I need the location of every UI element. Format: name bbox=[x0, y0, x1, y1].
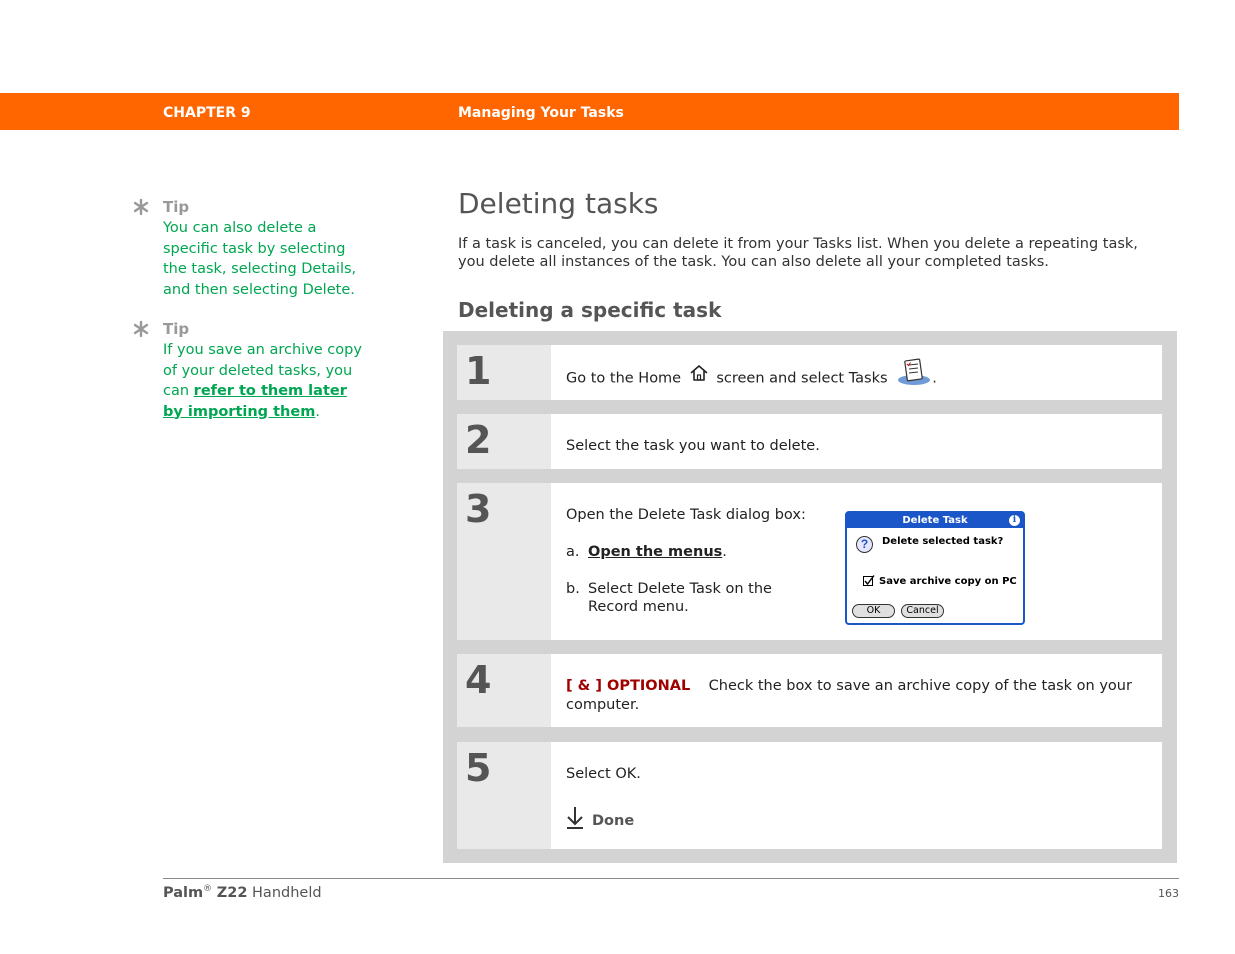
down-arrow-icon bbox=[566, 806, 584, 835]
ok-button[interactable]: OK bbox=[852, 604, 895, 618]
step-text-a: Go to the Home bbox=[566, 370, 682, 387]
step-number: 1 bbox=[465, 349, 492, 393]
asterisk-icon bbox=[132, 198, 150, 216]
substep-b-line2: Record menu. bbox=[588, 599, 689, 615]
step-text bbox=[566, 677, 1146, 715]
refer-to-them-later-link[interactable]: refer to them later by importing them bbox=[163, 383, 347, 420]
step-text bbox=[566, 506, 836, 616]
page-number: 163 bbox=[1158, 887, 1179, 900]
done-label: Done bbox=[592, 812, 635, 829]
substep-b-line1: Select Delete Task on the bbox=[588, 581, 772, 597]
step-text bbox=[566, 362, 937, 395]
tasks-app-icon bbox=[896, 358, 932, 391]
optional-text: Check the box to save an archive copy of the task on your computer. bbox=[566, 678, 1132, 713]
chapter-label: CHAPTER 9 bbox=[163, 105, 251, 121]
tip-text-after: . bbox=[315, 403, 320, 420]
step-5 bbox=[457, 742, 1162, 849]
done-indicator bbox=[566, 806, 634, 835]
brand-name: Palm bbox=[163, 884, 204, 901]
page-title: Deleting tasks bbox=[458, 187, 659, 220]
question-icon: ? bbox=[856, 536, 873, 553]
step-text-c: . bbox=[932, 370, 937, 387]
open-the-menus-link[interactable]: Open the menus bbox=[588, 544, 723, 560]
section-heading: Deleting a specific task bbox=[458, 298, 722, 322]
registered-mark: ® bbox=[203, 884, 213, 894]
step-number: 2 bbox=[465, 418, 492, 462]
delete-task-dialog bbox=[845, 511, 1025, 625]
tip-text bbox=[163, 340, 363, 422]
asterisk-icon bbox=[132, 320, 150, 338]
step-text: Select the task you want to delete. bbox=[566, 438, 820, 454]
step-number: 5 bbox=[465, 746, 492, 790]
step-2 bbox=[457, 414, 1162, 469]
substep-marker: b. bbox=[566, 581, 580, 597]
substep-marker: a. bbox=[566, 544, 580, 560]
tip-label: Tip bbox=[163, 198, 190, 216]
tip-text: You can also delete a specific task by selecting the task, selecting Details, and then selecting Delete. bbox=[163, 220, 357, 298]
step-text-b: screen and select Tasks bbox=[716, 370, 888, 387]
tip-label: Tip bbox=[163, 320, 190, 338]
chapter-title: Managing Your Tasks bbox=[458, 105, 624, 121]
step-intro-text: Open the Delete Task dialog box: bbox=[566, 507, 806, 523]
step-3 bbox=[457, 483, 1162, 640]
footer-divider bbox=[163, 878, 1179, 879]
dialog-message: Delete selected task? bbox=[882, 536, 1004, 547]
model-name: Z22 bbox=[216, 884, 248, 901]
home-icon bbox=[689, 364, 709, 387]
substep-a-after: . bbox=[722, 544, 727, 560]
intro-paragraph: If a task is canceled, you can delete it from your Tasks list. When you delete a repeating task, you delete all instances of the task. You can also delete all your completed tasks. bbox=[458, 236, 1138, 270]
cancel-button[interactable]: Cancel bbox=[901, 604, 944, 618]
checkbox-checked-icon[interactable] bbox=[863, 575, 875, 590]
substep-a bbox=[566, 543, 836, 561]
step-number: 4 bbox=[465, 658, 492, 702]
save-archive-label: Save archive copy on PC bbox=[879, 576, 1017, 587]
dialog-title: Delete Task bbox=[847, 513, 1023, 528]
footer-product bbox=[163, 884, 322, 901]
info-icon[interactable]: i bbox=[1009, 515, 1020, 526]
step-1 bbox=[457, 345, 1162, 400]
step-number: 3 bbox=[465, 487, 492, 531]
tip-text-before: If you save an archive copy of your deleted tasks, you can bbox=[163, 342, 362, 399]
product-name: Handheld bbox=[252, 884, 322, 901]
optional-tag: [ & ] OPTIONAL bbox=[566, 678, 691, 694]
step-text: Select OK. bbox=[566, 766, 641, 782]
step-4 bbox=[457, 654, 1162, 727]
substep-b bbox=[566, 580, 836, 616]
